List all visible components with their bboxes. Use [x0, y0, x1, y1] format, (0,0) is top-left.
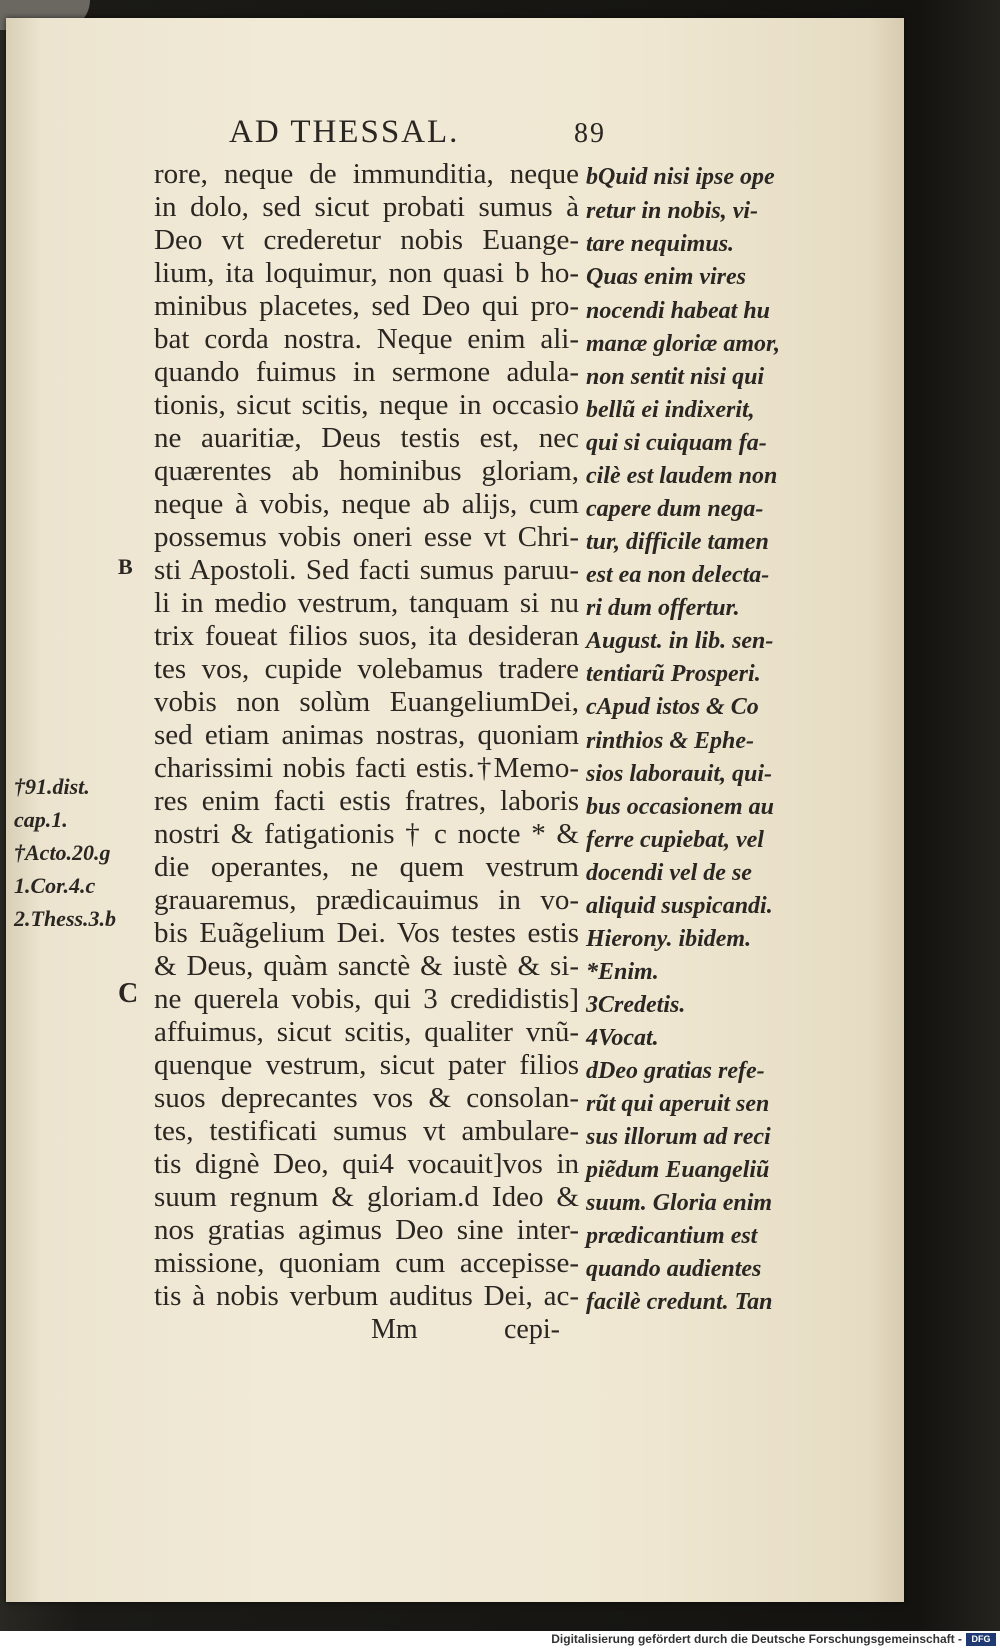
- side-note-line: 3Credetis.: [586, 992, 686, 1018]
- dfg-logo: DFG: [966, 1633, 996, 1646]
- text-line: possemus vobis oneri esse vt Chri-: [154, 521, 579, 553]
- text-line: li in medio vestrum, tanquam si nu: [154, 587, 579, 619]
- side-note-line: docendi vel de se: [586, 860, 752, 886]
- catchword: cepi-: [504, 1314, 560, 1345]
- text-line: lium, ita loquimur, non quasi b ho-: [154, 257, 579, 289]
- text-line: tis dignè Deo, qui4 vocauit]vos in: [154, 1148, 579, 1180]
- side-note-line: sios laborauit, qui-: [586, 761, 773, 787]
- side-note-line: tare nequimus.: [586, 231, 735, 257]
- side-note-line: tentiarũ Prosperi.: [586, 661, 761, 687]
- side-note-line: *Enim.: [586, 959, 659, 985]
- side-note-line: nocendi habeat hu: [586, 298, 771, 324]
- side-note-line: facilè credunt. Tan: [586, 1289, 773, 1315]
- text-line: nostri & fatigationis † c nocte * &: [154, 818, 579, 850]
- side-note-line: retur in nobis, vi-: [586, 198, 759, 224]
- side-note-line: 4Vocat.: [586, 1025, 659, 1051]
- side-note-line: aliquid suspicandi.: [586, 893, 773, 919]
- text-line: tes vos, cupide volebamus tradere: [154, 653, 579, 685]
- side-note-line: cApud istos & Co: [586, 694, 759, 720]
- side-note-line: August. in lib. sen-: [586, 628, 774, 654]
- side-note-line: ri dum offertur.: [586, 595, 740, 621]
- text-line: suos deprecantes vos & consolan-: [154, 1082, 579, 1114]
- running-title: AD THESSAL.: [229, 114, 460, 150]
- side-note-line: ferre cupiebat, vel: [586, 827, 764, 853]
- side-note-line: piẽdum Euangeliũ: [586, 1157, 770, 1183]
- text-line: ne querela vobis, qui 3 credidistis]: [154, 983, 579, 1015]
- margin-ref: cap.1.: [14, 807, 68, 832]
- margin-ref: 1.Cor.4.c: [14, 873, 96, 898]
- text-line: & Deus, quàm sanctè & iustè & si-: [154, 950, 579, 982]
- section-marker-b: B: [118, 554, 133, 579]
- signature-mark: Mm: [371, 1314, 418, 1345]
- side-note-line: cilè est laudem non: [586, 463, 778, 489]
- text-line: charissimi nobis facti estis.†Memo-: [154, 752, 579, 784]
- text-line: bis Euãgelium Dei. Vos testes estis: [154, 917, 579, 949]
- text-line: bat corda nostra. Neque enim ali-: [154, 323, 579, 355]
- text-line: quærentes ab hominibus gloriam,: [154, 455, 579, 487]
- side-note-line: quando audientes: [586, 1256, 762, 1282]
- folio-number: 89: [574, 118, 606, 149]
- text-line: affuimus, sicut scitis, qualiter vnũ-: [154, 1016, 579, 1048]
- side-note-line: capere dum nega-: [586, 496, 764, 522]
- section-marker-c: C: [118, 978, 139, 1009]
- text-line: trix foueat filios suos, ita desideran: [154, 620, 579, 652]
- side-note-line: rinthios & Ephe-: [586, 728, 755, 754]
- side-note-line: tur, difficile tamen: [586, 529, 769, 555]
- text-line: tis à nobis verbum auditus Dei, ac-: [154, 1280, 579, 1312]
- side-note-line: suum. Gloria enim: [586, 1190, 773, 1216]
- side-note-line: bus occasionem au: [586, 794, 775, 820]
- text-line: quando fuimus in sermone adula-: [154, 356, 579, 388]
- side-note-line: Quas enim vires: [586, 264, 747, 290]
- text-line: sed etiam animas nostras, quoniam: [154, 719, 579, 751]
- text-line: suum regnum & gloriam.d Ideo &: [154, 1181, 579, 1213]
- text-line: grauaremus, prædicauimus in vo-: [154, 884, 579, 916]
- text-line: quenque vestrum, sicut pater filios: [154, 1049, 579, 1081]
- text-line: rore, neque de immunditia, neque: [154, 158, 579, 190]
- margin-ref: †Acto.20.g: [14, 840, 111, 865]
- text-line: tionis, sicut scitis, neque in occasio: [154, 389, 579, 421]
- book-page: [6, 18, 904, 1602]
- side-note-line: sus illorum ad reci: [586, 1124, 771, 1150]
- text-line: die operantes, ne quem vestrum: [154, 851, 579, 883]
- text-line: ne auaritiæ, Deus testis est, nec: [154, 422, 579, 454]
- text-line: res enim facti estis fratres, laboris: [154, 785, 579, 817]
- side-note-line: qui si cuiquam fa-: [586, 430, 767, 456]
- text-line: Deo vt crederetur nobis Euange-: [154, 224, 579, 256]
- text-line: neque à vobis, neque ab alijs, cum: [154, 488, 579, 520]
- side-note-line: prædicantium est: [586, 1223, 758, 1249]
- side-note-line: bellũ ei indixerit,: [586, 397, 755, 423]
- margin-ref: †91.dist.: [14, 774, 90, 799]
- side-note-line: Hierony. ibidem.: [586, 926, 752, 952]
- footer-bar: [0, 1631, 1000, 1649]
- text-line: missione, quoniam cum accepisse-: [154, 1247, 579, 1279]
- margin-ref: 2.Thess.3.b: [14, 906, 117, 931]
- text-line: minibus placetes, sed Deo qui pro-: [154, 290, 579, 322]
- side-note-line: non sentit nisi qui: [586, 364, 765, 390]
- text-line: sti Apostoli. Sed facti sumus paruu-: [154, 554, 579, 586]
- text-line: tes, testificati sumus vt ambulare-: [154, 1115, 579, 1147]
- text-line: vobis non solùm EuangeliumDei,: [154, 686, 579, 718]
- side-note-line: est ea non delecta-: [586, 562, 770, 588]
- text-line: in dolo, sed sicut probati sumus à: [154, 191, 579, 223]
- side-note-line: rũt qui aperuit sen: [586, 1091, 770, 1117]
- footer-credit: Digitalisierung gefördert durch die Deutsche Forschungsgemeinschaft -: [551, 1632, 962, 1646]
- side-note-line: dDeo gratias refe-: [586, 1058, 765, 1084]
- side-note-line: manæ gloriæ amor,: [586, 331, 781, 357]
- text-line: nos gratias agimus Deo sine inter-: [154, 1214, 579, 1246]
- side-note-line: bQuid nisi ipse ope: [586, 164, 775, 190]
